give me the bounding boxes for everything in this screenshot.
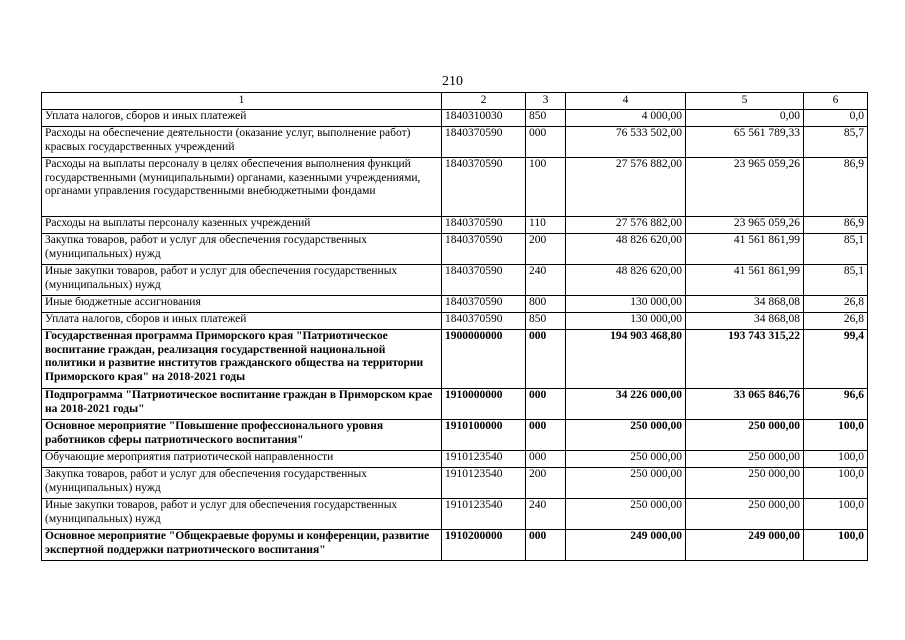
row-type: 200 <box>526 468 566 499</box>
row-plan: 130 000,00 <box>566 313 686 330</box>
row-name: Основное мероприятие "Повышение профессионального уровня работников сферы патриотического воспитания" <box>42 420 442 451</box>
table-row <box>42 420 868 451</box>
table-row <box>42 468 868 499</box>
table-row <box>42 110 868 127</box>
row-percent: 100,0 <box>804 530 868 561</box>
row-plan: 130 000,00 <box>566 296 686 313</box>
row-fact: 249 000,00 <box>686 530 804 561</box>
row-percent: 0,0 <box>804 110 868 127</box>
column-header-2: 2 <box>442 93 526 110</box>
row-name: Расходы на выплаты персоналу казенных учреждений <box>42 217 442 234</box>
page-number: 210 <box>442 74 463 89</box>
row-type: 000 <box>526 420 566 451</box>
row-name: Обучающие мероприятия патриотической направленности <box>42 451 442 468</box>
row-name: Государственная программа Приморского края "Патриотическое воспитание граждан, реализация государственной национальной политики и развитие институтов гражданского общества на территории Приморского края" на 2018-2021 годы <box>42 330 442 389</box>
row-fact: 41 561 861,99 <box>686 234 804 265</box>
row-type: 000 <box>526 389 566 420</box>
table-row <box>42 265 868 296</box>
row-fact: 41 561 861,99 <box>686 265 804 296</box>
row-fact: 34 868,08 <box>686 296 804 313</box>
row-percent: 26,8 <box>804 296 868 313</box>
row-name: Иные закупки товаров, работ и услуг для обеспечения государственных (муниципальных) нужд <box>42 499 442 530</box>
row-fact: 193 743 315,22 <box>686 330 804 389</box>
row-code: 1910123540 <box>442 499 526 530</box>
column-header-3: 3 <box>526 93 566 110</box>
row-percent: 86,9 <box>804 217 868 234</box>
row-percent: 100,0 <box>804 451 868 468</box>
row-fact: 250 000,00 <box>686 499 804 530</box>
row-type: 200 <box>526 234 566 265</box>
row-percent: 85,1 <box>804 234 868 265</box>
row-plan: 194 903 468,80 <box>566 330 686 389</box>
row-fact: 250 000,00 <box>686 468 804 499</box>
row-code: 1840370590 <box>442 265 526 296</box>
row-code: 1900000000 <box>442 330 526 389</box>
row-code: 1910200000 <box>442 530 526 561</box>
row-fact: 23 965 059,26 <box>686 158 804 217</box>
table-row <box>42 389 868 420</box>
row-percent: 86,9 <box>804 158 868 217</box>
row-type: 000 <box>526 451 566 468</box>
row-plan: 48 826 620,00 <box>566 234 686 265</box>
row-type: 240 <box>526 499 566 530</box>
row-percent: 85,7 <box>804 127 868 158</box>
row-name: Основное мероприятие "Общекраевые форумы и конференции, развитие экспертной поддержки патриотического воспитания" <box>42 530 442 561</box>
row-name: Расходы на обеспечение деятельности (оказание услуг, выполнение работ) красвых государственных учреждений <box>42 127 442 158</box>
budget-table <box>41 92 868 561</box>
row-plan: 27 576 882,00 <box>566 158 686 217</box>
row-plan: 27 576 882,00 <box>566 217 686 234</box>
row-code: 1910123540 <box>442 468 526 499</box>
row-type: 240 <box>526 265 566 296</box>
table-row <box>42 234 868 265</box>
row-fact: 23 965 059,26 <box>686 217 804 234</box>
row-plan: 250 000,00 <box>566 468 686 499</box>
row-type: 850 <box>526 110 566 127</box>
row-code: 1910100000 <box>442 420 526 451</box>
row-name: Подпрограмма "Патриотическое воспитание граждан в Приморском крае на 2018-2021 годы" <box>42 389 442 420</box>
row-plan: 250 000,00 <box>566 499 686 530</box>
table-row <box>42 158 868 217</box>
row-name: Уплата налогов, сборов и иных платежей <box>42 110 442 127</box>
row-fact: 34 868,08 <box>686 313 804 330</box>
row-name: Расходы на выплаты персоналу в целях обеспечения выполнения функций государственными (муниципальными) органами, казенными учреждениями, органами управления государственными внебюджетными фондами <box>42 158 442 217</box>
row-name: Закупка товаров, работ и услуг для обеспечения государственных (муниципальных) нужд <box>42 234 442 265</box>
row-percent: 85,1 <box>804 265 868 296</box>
row-code: 1840370590 <box>442 296 526 313</box>
row-fact: 33 065 846,76 <box>686 389 804 420</box>
row-plan: 249 000,00 <box>566 530 686 561</box>
row-code: 1840370590 <box>442 158 526 217</box>
row-percent: 100,0 <box>804 499 868 530</box>
row-fact: 0,00 <box>686 110 804 127</box>
table-row <box>42 499 868 530</box>
row-percent: 100,0 <box>804 420 868 451</box>
row-type: 100 <box>526 158 566 217</box>
row-code: 1840370590 <box>442 217 526 234</box>
table-row <box>42 127 868 158</box>
row-type: 800 <box>526 296 566 313</box>
row-code: 1840370590 <box>442 127 526 158</box>
table-row <box>42 330 868 389</box>
table-row <box>42 296 868 313</box>
row-name: Иные закупки товаров, работ и услуг для обеспечения государственных (муниципальных) нужд <box>42 265 442 296</box>
row-plan: 250 000,00 <box>566 420 686 451</box>
column-header-5: 5 <box>686 93 804 110</box>
row-fact: 250 000,00 <box>686 420 804 451</box>
row-type: 000 <box>526 330 566 389</box>
row-percent: 96,6 <box>804 389 868 420</box>
row-fact: 65 561 789,33 <box>686 127 804 158</box>
row-type: 000 <box>526 530 566 561</box>
row-name: Иные бюджетные ассигнования <box>42 296 442 313</box>
column-header-6: 6 <box>804 93 868 110</box>
row-code: 1840370590 <box>442 234 526 265</box>
row-plan: 34 226 000,00 <box>566 389 686 420</box>
table-header-row <box>42 93 868 110</box>
column-header-4: 4 <box>566 93 686 110</box>
row-percent: 26,8 <box>804 313 868 330</box>
row-code: 1840370590 <box>442 313 526 330</box>
row-percent: 100,0 <box>804 468 868 499</box>
row-code: 1840310030 <box>442 110 526 127</box>
row-code: 1910000000 <box>442 389 526 420</box>
row-plan: 250 000,00 <box>566 451 686 468</box>
row-plan: 76 533 502,00 <box>566 127 686 158</box>
row-name: Уплата налогов, сборов и иных платежей <box>42 313 442 330</box>
row-percent: 99,4 <box>804 330 868 389</box>
table-row <box>42 530 868 561</box>
row-plan: 48 826 620,00 <box>566 265 686 296</box>
table-row <box>42 313 868 330</box>
row-name: Закупка товаров, работ и услуг для обеспечения государственных (муниципальных) нужд <box>42 468 442 499</box>
row-fact: 250 000,00 <box>686 451 804 468</box>
row-plan: 4 000,00 <box>566 110 686 127</box>
table-row <box>42 217 868 234</box>
row-type: 110 <box>526 217 566 234</box>
table-row <box>42 451 868 468</box>
column-header-1: 1 <box>42 93 442 110</box>
row-code: 1910123540 <box>442 451 526 468</box>
row-type: 000 <box>526 127 566 158</box>
row-type: 850 <box>526 313 566 330</box>
